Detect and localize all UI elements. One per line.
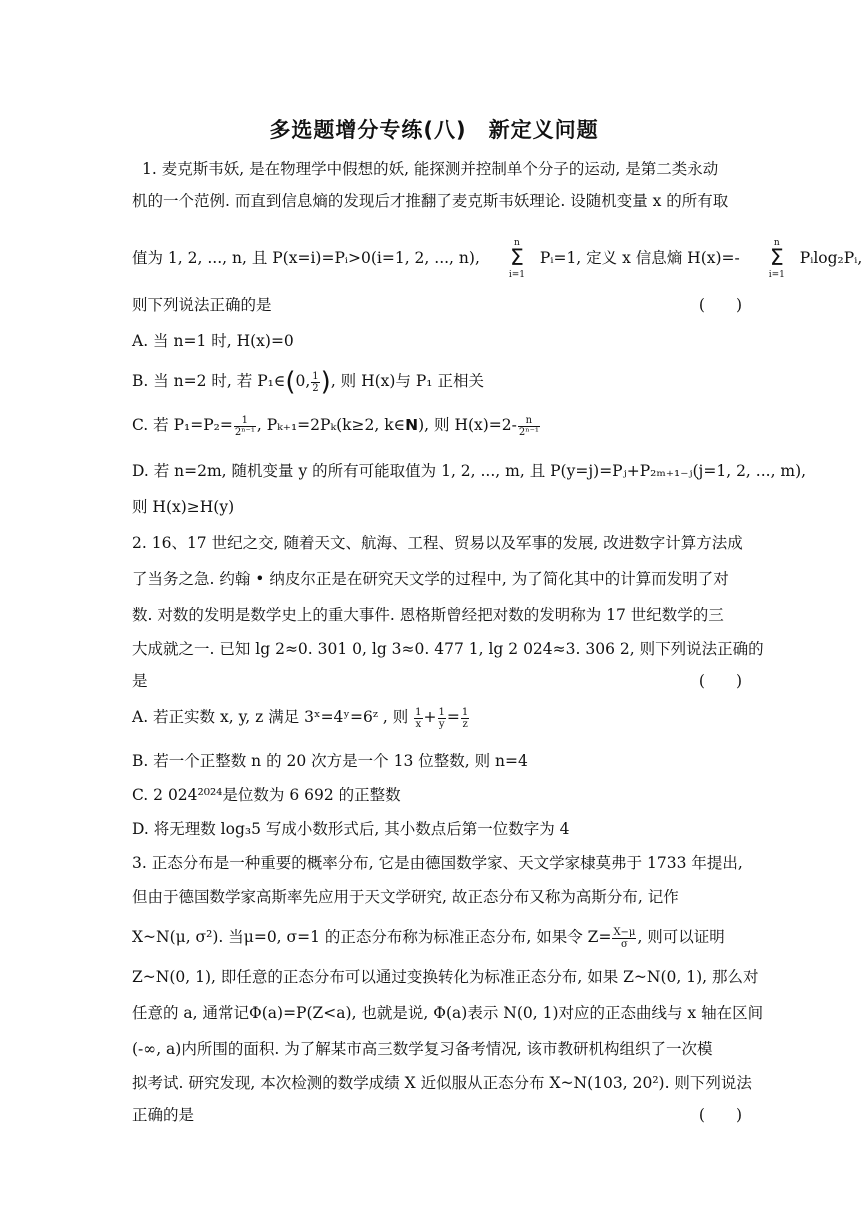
fraction — [518, 415, 540, 438]
denominator: 2ⁿ⁻¹ — [518, 426, 539, 438]
denominator: σ — [621, 938, 628, 950]
numerator: 1 — [461, 706, 469, 718]
interval-start: 0, — [295, 372, 311, 390]
q3-line-5: 任意的 a, 通常记Φ(a)=P(Z<a), 也就是说, Φ(a)表示 N(0, 1)对应的正态曲线与 x 轴在区间 — [132, 1004, 764, 1022]
q3-line-7: 拟考试. 研究发现, 本次检测的数学成绩 X 近似服从正态分布 X~N(103, 20²). 则下列说法 — [132, 1074, 752, 1092]
q3-stem-end: 正确的是 — [132, 1106, 195, 1124]
natural-numbers-symbol: N — [405, 416, 419, 434]
summation-symbol — [509, 238, 525, 280]
q2-option-b: B. 若一个正整数 n 的 20 次方是一个 13 位整数, 则 n=4 — [132, 752, 528, 770]
answer-parentheses: ( ) — [698, 672, 742, 690]
q3-line-1: 3. 正态分布是一种重要的概率分布, 它是由德国数学家、天文学家棣莫弗于 1733 年提出, — [132, 854, 743, 872]
q3-line-3 — [132, 926, 742, 950]
q3-line-4: Z~N(0, 1), 即任意的正态分布可以通过变换转化为标准正态分布, 如果 Z~N(0, 1), 那么对 — [132, 968, 759, 986]
q1-stem-end: 则下列说法正确的是 — [132, 296, 272, 314]
q2-option-d: D. 将无理数 log₃5 写成小数形式后, 其小数点后第一位数字为 4 — [132, 820, 570, 838]
q3-line-2: 但由于德国数学家高斯率先应用于天文学研究, 故正态分布又称为高斯分布, 记作 — [132, 888, 679, 906]
sigma-lower: i=1 — [768, 270, 785, 280]
denominator: 2 — [312, 382, 319, 394]
q1-line-3 — [132, 238, 863, 280]
q2-line-3: 数. 对数的发明是数学史上的重大事件. 恩格斯曾经把对数的发明称为 17 世纪数学的三 — [132, 606, 724, 624]
q2-stem-end: 是 — [132, 672, 148, 690]
numerator: 1 — [312, 370, 319, 382]
summation-symbol — [769, 238, 785, 280]
q1-line-1: 1. 麦克斯韦妖, 是在物理学中假想的妖, 能探测并控制单个分子的运动, 是第二类永动 — [142, 160, 719, 178]
q3-line-8 — [132, 1104, 742, 1126]
q1-option-c-text-b: , Pₖ₊₁=2Pₖ(k≥2, k∈ — [256, 416, 406, 434]
q1-option-d-line-1: D. 若 n=2m, 随机变量 y 的所有可能取值为 1, 2, ..., m, 且 P(y=j)=Pⱼ+P₂ₘ₊₁₋ⱼ(j=1, 2, ..., m), — [132, 462, 807, 480]
numerator: 1 — [415, 706, 422, 718]
sigma-icon: Σ — [769, 246, 784, 271]
numerator: X−μ — [613, 926, 636, 938]
q1-option-c-text-a: C. 若 P₁=P₂= — [132, 416, 233, 434]
sigma-upper: n — [773, 238, 780, 248]
fraction — [311, 371, 319, 394]
denominator: y — [438, 718, 445, 730]
q1-option-b-text-b: , 则 H(x)与 P₁ 正相关 — [330, 372, 484, 390]
q1-option-a: A. 当 n=1 时, H(x)=0 — [132, 332, 294, 350]
answer-parentheses: ( ) — [698, 296, 742, 314]
denominator: z — [462, 718, 468, 730]
open-paren: ( — [285, 367, 296, 397]
fraction — [461, 707, 469, 730]
fraction — [234, 415, 256, 438]
q2-option-c: C. 2 024²⁰²⁴是位数为 6 692 的正整数 — [132, 786, 401, 804]
q1-line-3-text-c: Pᵢlog₂Pᵢ, — [799, 249, 863, 267]
plus-sign: + — [423, 708, 437, 726]
q3-line-6: (-∞, a)内所围的面积. 为了解某市高三数学复习备考情况, 该市教研机构组织了一次模 — [132, 1040, 713, 1058]
fraction — [414, 707, 422, 730]
q1-option-d-line-2: 则 H(x)≥H(y) — [132, 498, 235, 516]
q2-line-4: 大成就之一. 已知 lg 2≈0. 301 0, lg 3≈0. 477 1, lg 2 024≈3. 306 2, 则下列说法正确的 — [132, 640, 764, 658]
q1-line-2: 机的一个范例. 而直到信息熵的发现后才推翻了麦克斯韦妖理论. 设随机变量 x 的所有取 — [132, 192, 729, 210]
q2-line-1: 2. 16、17 世纪之交, 随着天文、航海、工程、贸易以及军事的发展, 改进数字计算方法成 — [132, 534, 743, 552]
q1-line-3-text-a: 值为 1, 2, ..., n, 且 P(x=i)=Pᵢ>0(i=1, 2, ..., n), — [132, 249, 480, 267]
answer-parentheses: ( ) — [698, 1106, 742, 1124]
denominator: x — [415, 718, 422, 730]
sigma-lower: i=1 — [508, 270, 525, 280]
q3-line-3-text-a: X~N(μ, σ²). 当μ=0, σ=1 的正态分布称为标准正态分布, 如果令 Z= — [132, 928, 612, 946]
q2-line-2: 了当务之急. 约翰 • 纳皮尔正是在研究天文学的过程中, 为了简化其中的计算而发明了对 — [132, 570, 729, 588]
sigma-upper: n — [513, 238, 520, 248]
q1-option-b-text-a: B. 当 n=2 时, 若 P₁∈ — [132, 372, 286, 390]
numerator: n — [518, 415, 540, 427]
q1-option-b — [132, 367, 742, 397]
close-paren: ) — [320, 367, 331, 397]
q1-line-3-text-b: Pᵢ=1, 定义 x 信息熵 H(x)=- — [539, 249, 740, 267]
q2-option-a-text: A. 若正实数 x, y, z 满足 3ˣ=4ʸ=6ᶻ , 则 — [132, 708, 414, 726]
fraction — [438, 707, 446, 730]
fraction — [612, 927, 636, 950]
equals-sign: = — [446, 708, 460, 726]
q3-line-3-text-b: , 则可以证明 — [637, 928, 725, 946]
sigma-icon: Σ — [509, 246, 524, 271]
q1-option-c — [132, 414, 742, 438]
numerator: 1 — [438, 706, 445, 718]
q2-option-a — [132, 706, 742, 730]
q1-option-c-text-c: ), 则 H(x)=2- — [418, 416, 517, 434]
q1-line-4 — [132, 294, 742, 316]
q2-line-5 — [132, 670, 742, 692]
page-title: 多选题增分专练(八) 新定义问题 — [269, 118, 599, 142]
denominator: 2ⁿ⁻¹ — [234, 426, 255, 438]
numerator: 1 — [234, 415, 256, 427]
